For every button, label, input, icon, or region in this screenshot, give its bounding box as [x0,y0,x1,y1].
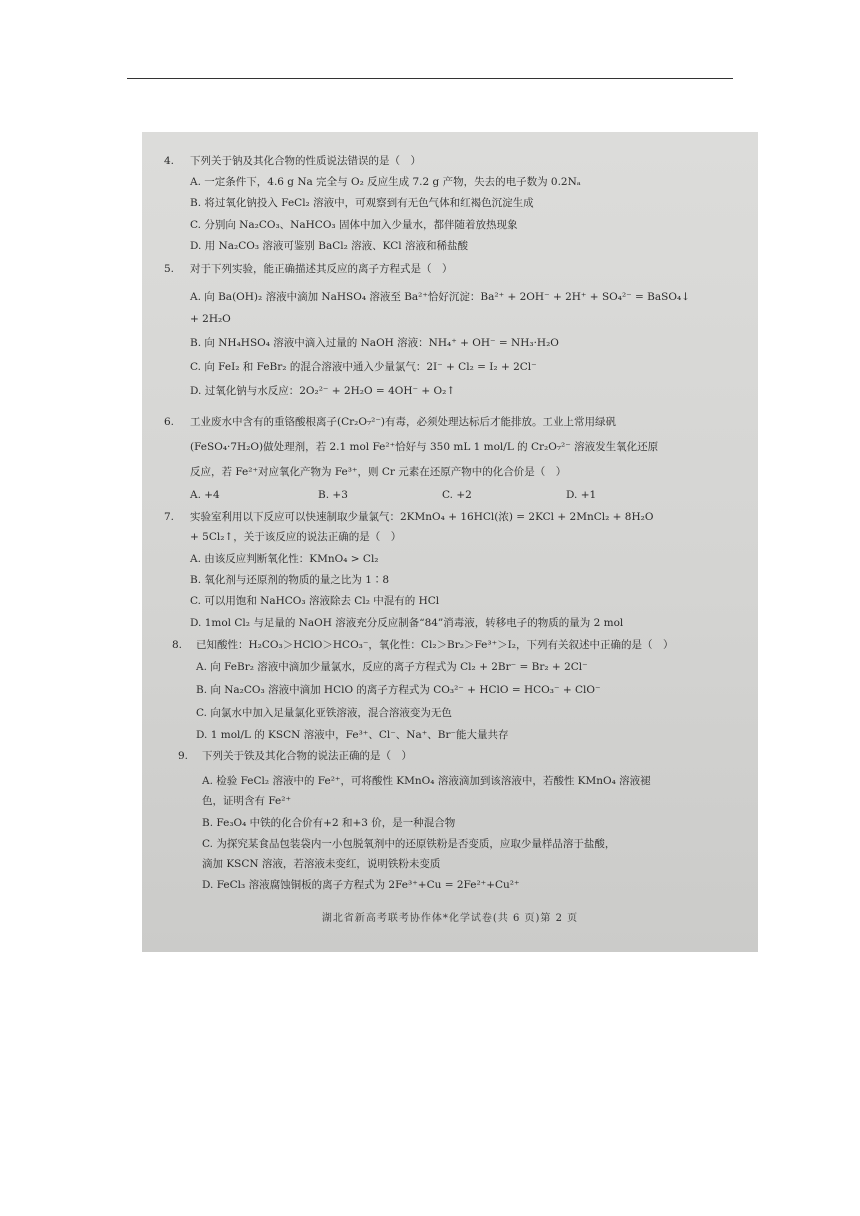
option-line: C. 分别向 Na₂CO₃、NaHCO₃ 固体中加入少量水，都伴随着放热现象 [190,219,518,231]
option-c: C. +2 [442,489,472,501]
option-b: B. +3 [318,489,348,501]
option-line: B. 氧化剂与还原剂的物质的量之比为 1∶8 [190,574,390,586]
question-stem: 下列关于铁及其化合物的说法正确的是（ ） [202,750,412,762]
option-line: C. 向氯水中加入足量氯化亚铁溶液，混合溶液变为无色 [196,707,452,719]
option-line: B. 向 Na₂CO₃ 溶液中滴加 HClO 的离子方程式为 CO₃²⁻ + HClO = HCO₃⁻ + ClO⁻ [196,684,601,696]
question-line: (FeSO₄·7H₂O)做处理剂，若 2.1 mol Fe²⁺恰好与 350 mL 1 mol/L 的 Cr₂O₇²⁻ 溶液发生氧化还原 [190,441,659,453]
option-line: 色，证明含有 Fe²⁺ [202,795,292,807]
question-number: 7. [164,511,175,523]
scanned-page-photo [142,132,758,952]
option-d: D. +1 [566,489,597,501]
question-stem: 对于下列实验，能正确描述其反应的离子方程式是（ ） [190,263,453,275]
question-stem: 已知酸性：H₂CO₃＞HClO＞HCO₃⁻，氧化性：Cl₂＞Br₂＞Fe³⁺＞I₂，下列有关叙述中正确的是（ ） [196,639,674,651]
option-line: + 2H₂O [190,313,231,325]
option-line: A. 检验 FeCl₂ 溶液中的 Fe²⁺，可将酸性 KMnO₄ 溶液滴加到该溶液中，若酸性 KMnO₄ 溶液褪 [202,775,651,787]
option-line: D. 用 Na₂CO₃ 溶液可鉴别 BaCl₂ 溶液、KCl 溶液和稀盐酸 [190,240,468,252]
question-number: 5. [164,263,175,275]
option-a: A. +4 [190,489,220,501]
option-line: B. 将过氧化钠投入 FeCl₂ 溶液中，可观察到有无色气体和红褐色沉淀生成 [190,197,534,209]
option-line: A. 由该反应判断氧化性：KMnO₄ > Cl₂ [190,553,379,565]
question-stem: 下列关于钠及其化合物的性质说法错误的是（ ） [190,155,421,167]
header-rule [127,78,733,79]
question-number: 6. [164,416,175,428]
option-line: D. 过氧化钠与水反应：2O₂²⁻ + 2H₂O = 4OH⁻ + O₂↑ [190,385,456,397]
option-line: A. 一定条件下，4.6 g Na 完全与 O₂ 反应生成 7.2 g 产物，失去的电子数为 0.2Nₐ [190,176,581,188]
option-line: A. 向 Ba(OH)₂ 溶液中滴加 NaHSO₄ 溶液至 Ba²⁺恰好沉淀：Ba²⁺ + 2OH⁻ + 2H⁺ + SO₄²⁻ = BaSO₄↓ [190,291,690,303]
question-number: 8. [172,639,183,651]
question-number: 4. [164,155,175,167]
option-line: 滴加 KSCN 溶液，若溶液未变红，说明铁粉未变质 [202,858,441,870]
question-line: 反应，若 Fe²⁺对应氧化产物为 Fe³⁺，则 Cr 元素在还原产物中的化合价是（ ） [190,466,567,478]
question-line: + 5Cl₂↑，关于该反应的说法正确的是（ ） [190,531,402,543]
page-footer: 湖北省新高考联考协作体*化学试卷(共 6 页)第 2 页 [321,913,579,924]
option-line: B. Fe₃O₄ 中铁的化合价有+2 和+3 价，是一种混合物 [202,817,456,829]
option-line: D. 1mol Cl₂ 与足量的 NaOH 溶液充分反应制备“84”消毒液，转移电子的物质的量为 2 mol [190,617,624,629]
option-line: C. 为探究某食品包装袋内一小包脱氧剂中的还原铁粉是否变质，应取少量样品溶于盐酸， [202,838,616,850]
option-line: B. 向 NH₄HSO₄ 溶液中滴入过量的 NaOH 溶液：NH₄⁺ + OH⁻ = NH₃·H₂O [190,337,559,349]
option-line: A. 向 FeBr₂ 溶液中滴加少量氯水，反应的离子方程式为 Cl₂ + 2Br⁻ = Br₂ + 2Cl⁻ [196,661,588,673]
question-stem: 工业废水中含有的重铬酸根离子(Cr₂O₇²⁻)有毒，必须处理达标后才能排放。工业上常用绿矾 [190,416,617,428]
question-number: 9. [178,750,189,762]
option-line: D. 1 mol/L 的 KSCN 溶液中，Fe³⁺、Cl⁻、Na⁺、Br⁻能大量共存 [196,729,509,741]
option-line: D. FeCl₃ 溶液腐蚀铜板的离子方程式为 2Fe³⁺+Cu = 2Fe²⁺+Cu²⁺ [202,879,520,891]
option-line: C. 可以用饱和 NaHCO₃ 溶液除去 Cl₂ 中混有的 HCl [190,595,440,607]
option-line: C. 向 FeI₂ 和 FeBr₂ 的混合溶液中通入少量氯气：2I⁻ + Cl₂ = I₂ + 2Cl⁻ [190,361,537,373]
question-stem: 实验室利用以下反应可以快速制取少量氯气：2KMnO₄ + 16HCl(浓) = 2KCl + 2MnCl₂ + 8H₂O [190,511,654,523]
